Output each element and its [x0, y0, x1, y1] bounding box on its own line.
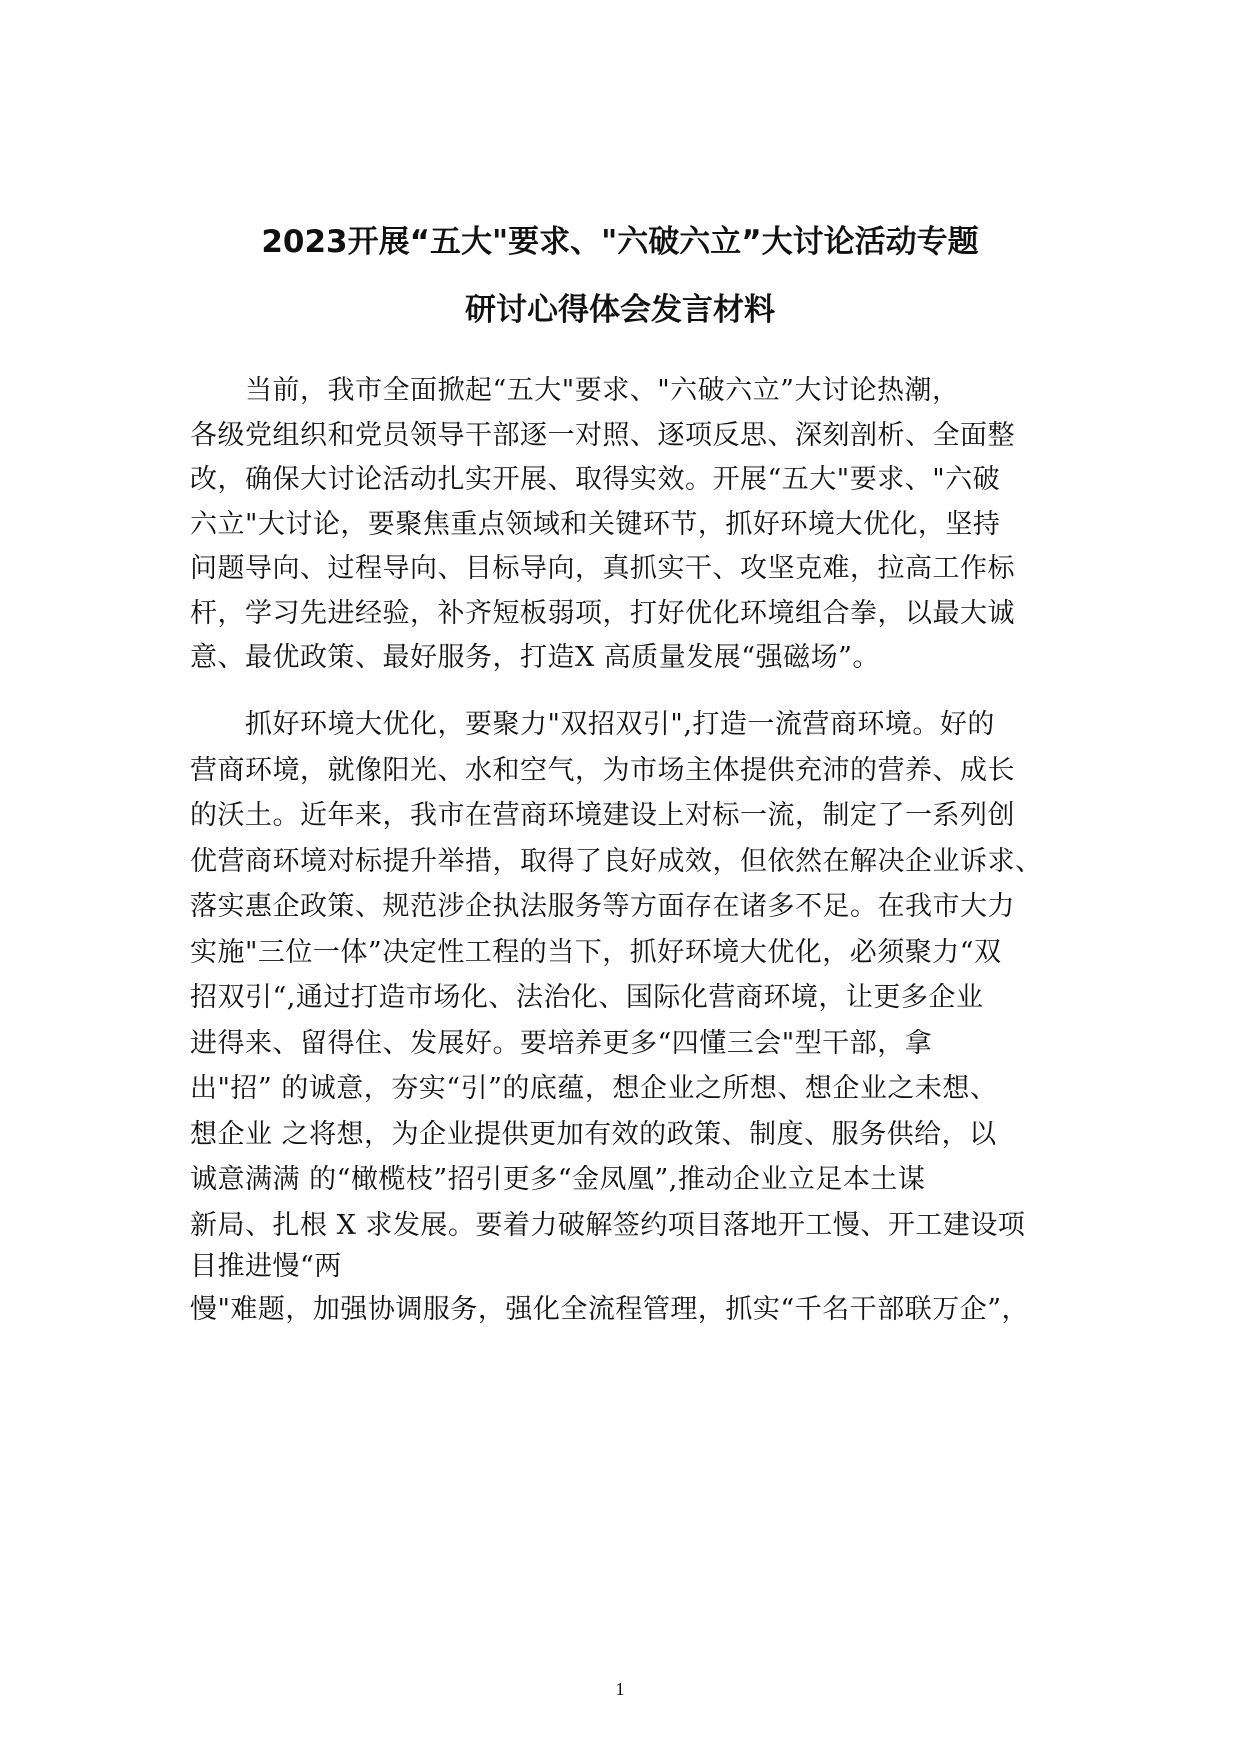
paragraph-line: 当前，我市全面掀起“五大"要求、"六破六立”大讨论热潮，	[245, 375, 960, 406]
paragraph-line: 实施"三位一体”决定性工程的当下，抓好环境大优化，必须聚力“双	[190, 937, 1002, 968]
paragraph-line: 意、最优政策、最好服务，打造X 高质量发展“强磁场”。	[190, 642, 880, 673]
document-title-line-1: 2023开展“五大"要求、"六破六立”大讨论活动专题	[261, 224, 979, 260]
paragraph-line: 招双引“,通过打造市场化、法治化、国际化营商环境，让更多企业	[190, 982, 984, 1013]
paragraph-line: 想企业 之将想，为企业提供更加有效的政策、制度、服务供给，以	[190, 1119, 997, 1150]
paragraph-line: 各级党组织和党员领导干部逐一对照、逐项反思、深刻剖析、全面整	[190, 420, 1015, 451]
paragraph-line: 出"招” 的诚意，夯实“引”的底蕴，想企业之所想、想企业之未想、	[190, 1073, 998, 1104]
paragraph-line: 慢"难题，加强协调服务，强化全流程管理，抓实“千名干部联万企”，	[190, 1294, 1030, 1325]
paragraph-line: 改，确保大讨论活动扎实开展、取得实效。开展“五大"要求、"六破	[190, 464, 1001, 495]
paragraph-line: 抓好环境大优化，要聚力"双招双引",打造一流营商环境。好的	[245, 709, 995, 740]
paragraph-line: 目推进慢“两	[190, 1251, 342, 1282]
paragraph-line: 新局、扎根 X 求发展。要着力破解签约项目落地开工慢、开工建设项	[190, 1210, 1026, 1241]
paragraph-line: 优营商环境对标提升举措，取得了良好成效，但依然在解决企业诉求、	[190, 846, 1043, 877]
paragraph-line: 杆，学习先进经验，补齐短板弱项，打好优化环境组合拳，以最大诚	[190, 598, 1015, 629]
paragraph-line: 营商环境，就像阳光、水和空气，为市场主体提供充沛的营养、成长	[190, 755, 1015, 786]
paragraph-line: 的沃土。近年来，我市在营商环境建设上对标一流，制定了一系列创	[190, 800, 1015, 831]
paragraph-line: 问题导向、过程导向、目标导向，真抓实干、攻坚克难，拉高工作标	[190, 553, 1015, 584]
paragraph-line: 落实惠企政策、规范涉企执法服务等方面存在诸多不足。在我市大力	[190, 891, 1015, 922]
paragraph-line: 进得来、留得住、发展好。要培养更多“四懂三会"型干部，拿	[190, 1028, 933, 1059]
paragraph-line: 六立"大讨论，要聚焦重点领域和关键环节，抓好环境大优化，坚持	[190, 509, 1001, 540]
page-number: 1	[615, 1679, 625, 1699]
paragraph-line: 诚意满满 的“橄榄枝”招引更多“金凤凰”,推动企业立足本土谋	[190, 1164, 926, 1195]
document-title-line-2: 研讨心得体会发言材料	[465, 292, 775, 328]
